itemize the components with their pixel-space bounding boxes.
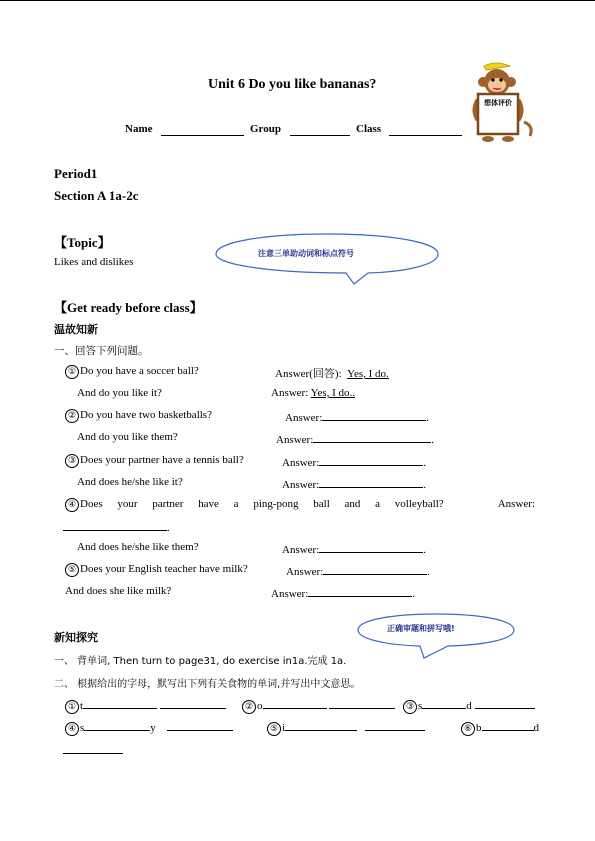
speech-bubble-explore — [356, 612, 516, 660]
meaning-blank[interactable] — [160, 697, 226, 709]
answer-label: Answer: — [282, 544, 320, 556]
number-marker: ⑤ — [65, 563, 79, 577]
answer-label: Answer: — [285, 412, 323, 424]
badge-text: 想体评价 — [484, 99, 512, 107]
meaning-blank[interactable] — [329, 697, 395, 709]
question-5b: And does she like milk? — [65, 585, 172, 597]
number-marker: ⑤ — [267, 722, 281, 736]
word-6-meaning — [63, 742, 123, 757]
top-border — [0, 0, 595, 1]
meaning-blank[interactable] — [63, 742, 123, 754]
question-4 — [65, 498, 535, 512]
question-text: Does your partner have a tennis ball? — [80, 454, 244, 466]
word-start-letter: i — [282, 722, 286, 734]
class-label: Class — [356, 123, 382, 135]
word-start-letter: t — [80, 700, 84, 712]
word-start-letter: s — [80, 722, 85, 734]
word-blank[interactable] — [422, 697, 466, 709]
question-3b: And does he/she like it? — [77, 476, 183, 488]
word-end-letter: d — [466, 700, 472, 712]
meaning-blank[interactable] — [365, 719, 425, 731]
word-5 — [267, 719, 425, 736]
word-blank[interactable] — [285, 719, 357, 731]
answer-2: Answer: . — [285, 409, 429, 424]
answer-blank[interactable] — [319, 476, 423, 488]
answer-5b: Answer: . — [271, 585, 415, 600]
question-4b: And does he/she like them? — [77, 541, 199, 553]
question-1b: And do you like it? — [77, 387, 162, 399]
answer-blank[interactable] — [319, 454, 423, 466]
answer-2b: Answer: . — [276, 431, 434, 446]
answer-5: Answer: . — [286, 563, 430, 578]
answer-label: Answer(回答): — [275, 368, 342, 380]
word-6 — [461, 719, 539, 736]
word-end-letter: d — [533, 722, 539, 734]
question-1 — [65, 365, 199, 379]
answer-3b: Answer: . — [282, 476, 426, 491]
answer-label: Answer: — [497, 498, 535, 510]
section-label: Section A 1a-2c — [54, 188, 139, 203]
answer-4: . — [63, 519, 170, 534]
word-3 — [403, 697, 535, 714]
answer-blank[interactable] — [323, 563, 427, 575]
number-marker: ⑥ — [461, 722, 475, 736]
bubble-topic-text: 注意三单助动词和标点符号 — [258, 249, 354, 258]
answer-value: Yes, I do.. — [310, 387, 356, 399]
bubble-explore-text: 正确审题和拼写哦! — [387, 624, 455, 633]
word-start-letter: s — [418, 700, 423, 712]
page-title: Unit 6 Do you like bananas? — [208, 77, 377, 92]
answer-3: Answer: . — [282, 454, 426, 469]
question-3 — [65, 454, 244, 468]
number-marker: ① — [65, 365, 79, 379]
question-5 — [65, 563, 248, 577]
answer-label: Answer: — [271, 588, 309, 600]
answer-label: Answer: — [271, 387, 309, 399]
meaning-blank[interactable] — [167, 719, 233, 731]
meaning-blank[interactable] — [475, 697, 535, 709]
question-text: Does your English teacher have milk? — [80, 563, 248, 575]
number-marker: ① — [65, 700, 79, 714]
speech-bubble-topic — [214, 232, 440, 286]
word-blank[interactable] — [263, 697, 327, 709]
number-marker: ② — [242, 700, 256, 714]
name-label: Name — [125, 123, 153, 135]
word-2 — [242, 697, 395, 714]
ready-heading: 【Get ready before class】 — [54, 300, 203, 315]
word-start-letter: b — [476, 722, 482, 734]
answer-4b: Answer: . — [282, 541, 426, 556]
number-marker: ④ — [65, 722, 79, 736]
answer-blank[interactable] — [322, 409, 426, 421]
number-marker: ③ — [65, 454, 79, 468]
word-4 — [65, 719, 233, 736]
word-1 — [65, 697, 226, 714]
name-field[interactable] — [161, 124, 244, 136]
answer-value: Yes, I do. — [347, 368, 389, 380]
topic-heading: 【Topic】 — [54, 235, 111, 250]
question-text: Does your partner have a ping-pong ball and a volleyball? — [80, 498, 444, 510]
answer-blank[interactable] — [319, 541, 423, 553]
topic-text: Likes and dislikes — [54, 256, 134, 268]
questions-intro: 一、回答下列问题。 — [54, 345, 149, 357]
word-blank[interactable] — [84, 719, 150, 731]
question-2 — [65, 409, 212, 423]
word-start-letter: o — [257, 700, 263, 712]
monkey-badge-icon — [466, 60, 536, 144]
answer-blank[interactable] — [308, 585, 412, 597]
explore-subheading: 新知探究 — [54, 631, 98, 644]
answer-blank[interactable] — [63, 519, 167, 531]
group-label: Group — [250, 123, 281, 135]
ready-subheading: 温故知新 — [54, 323, 98, 336]
group-field[interactable] — [290, 124, 350, 136]
question-text: Do you have a soccer ball? — [80, 365, 199, 377]
answer-blank[interactable] — [313, 431, 431, 443]
number-marker: ③ — [403, 700, 417, 714]
answer-label: Answer: — [286, 566, 324, 578]
period-label: Period1 — [54, 166, 98, 181]
answer-label: Answer: — [276, 434, 314, 446]
word-end-letter: y — [150, 722, 156, 734]
answer-label: Answer: — [282, 479, 320, 491]
answer-1b — [271, 387, 355, 399]
explore-item-2: 二、 根据给出的字母，默写出下列有关食物的单词,并写出中文意思。 — [54, 679, 361, 690]
answer-1 — [275, 365, 389, 381]
class-field[interactable] — [389, 124, 462, 136]
word-blank[interactable] — [482, 719, 534, 731]
answer-label: Answer: — [282, 457, 320, 469]
number-marker: ② — [65, 409, 79, 423]
explore-item-1: 一、 背单词, Then turn to page31, do exercise in1a.完成 1a. — [54, 656, 347, 667]
number-marker: ④ — [65, 498, 79, 512]
question-text: Do you have two basketballs? — [80, 409, 212, 421]
word-blank[interactable] — [83, 697, 157, 709]
question-2b: And do you like them? — [77, 431, 178, 443]
